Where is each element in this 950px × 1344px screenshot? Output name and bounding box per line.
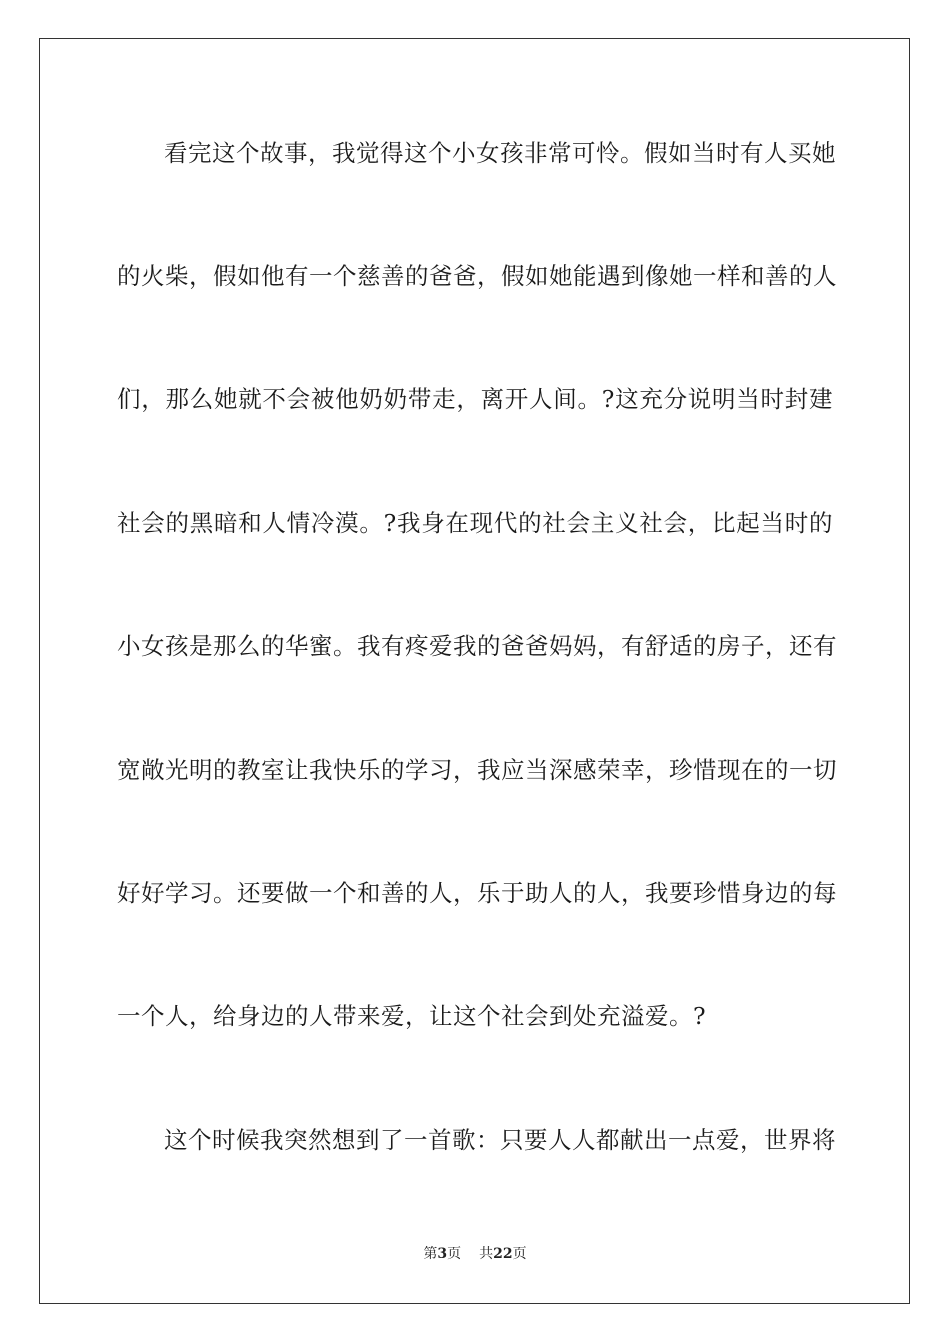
paragraph-line: 这个时候我突然想到了一首歌：只要人人都献出一点爱，世界将 — [164, 1126, 836, 1154]
paragraph-line: 小女孩是那么的华蜜。我有疼爱我的爸爸妈妈，有舒适的房子，还有 — [117, 632, 837, 660]
page-suffix: 页 — [447, 1246, 462, 1262]
paragraph-line: 看完这个故事，我觉得这个小女孩非常可怜。假如当时有人买她 — [164, 139, 836, 167]
page-border — [39, 38, 910, 1304]
paragraph-line: 好好学习。还要做一个和善的人，乐于助人的人，我要珍惜身边的每 — [117, 879, 837, 907]
paragraph-line: 宽敞光明的教室让我快乐的学习，我应当深感荣幸，珍惜现在的一切 — [117, 756, 837, 784]
paragraph-line: 社会的黑暗和人情冷漠。?我身在现代的社会主义社会，比起当时的 — [117, 509, 833, 537]
page-number: 3 — [437, 1246, 448, 1262]
total-suffix: 页 — [512, 1246, 527, 1262]
page-footer — [0, 1244, 950, 1264]
paragraph-line: 一个人，给身边的人带来爱，让这个社会到处充溢爱。? — [117, 1002, 707, 1030]
page-prefix: 第 — [423, 1246, 438, 1262]
total-prefix: 共 — [479, 1246, 494, 1262]
total-pages: 22 — [493, 1246, 513, 1262]
paragraph-line: 的火柴，假如他有一个慈善的爸爸，假如她能遇到像她一样和善的人 — [117, 262, 837, 290]
paragraph-line: 们，那么她就不会被他奶奶带走，离开人间。?这充分说明当时封建 — [117, 385, 833, 413]
